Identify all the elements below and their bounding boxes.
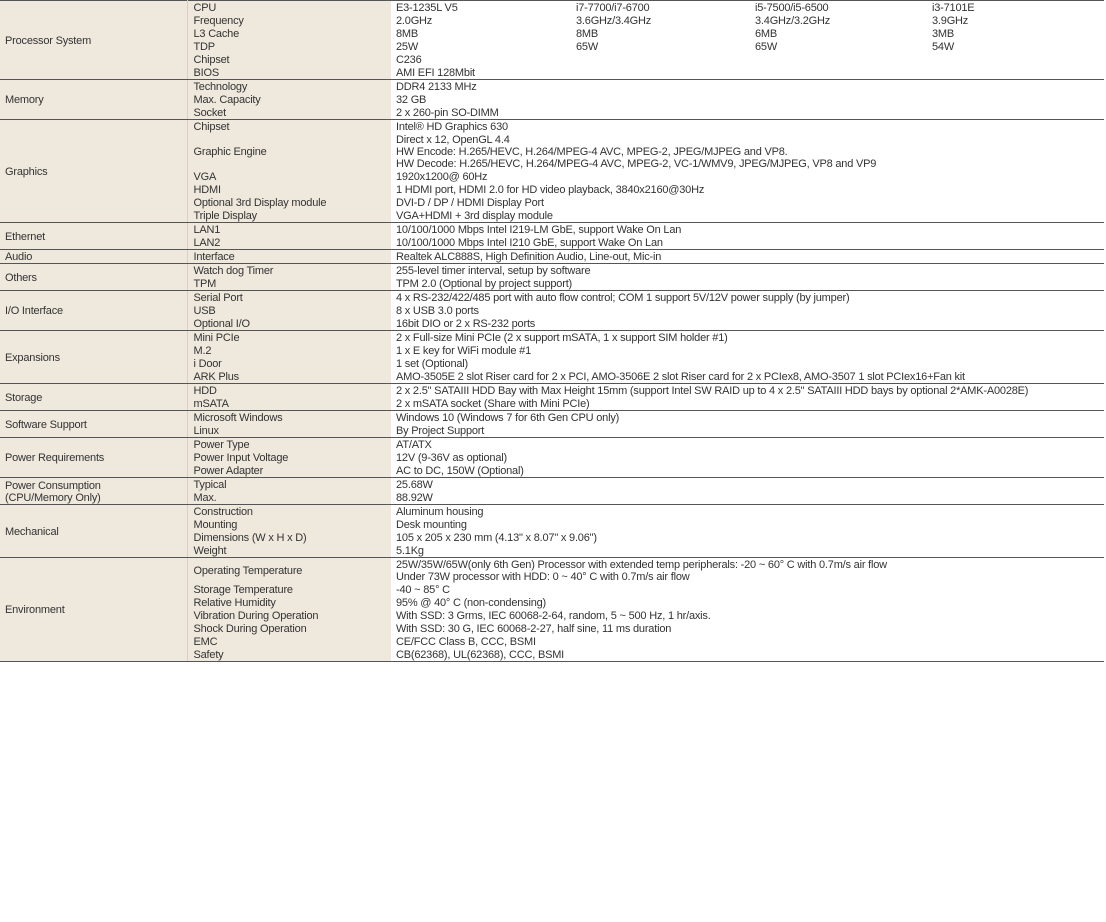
table-row — [0, 384, 1104, 398]
spec-value — [391, 648, 1104, 662]
table-row — [0, 120, 1104, 134]
table-row — [0, 438, 1104, 452]
item-label: i Door — [187, 357, 391, 370]
spec-value-line: 25.68W — [396, 479, 433, 491]
item-label: Serial Port — [187, 291, 391, 305]
category-cell — [0, 558, 187, 662]
cpu-option-value: 3.9GHz — [927, 14, 1104, 27]
spec-value-line: C236 — [396, 54, 422, 66]
spec-table-body — [0, 1, 1104, 662]
spec-value-line: Realtek ALC888S, High Definition Audio, Line-out, Mic-in — [396, 251, 662, 263]
category-label: Expansions — [5, 351, 60, 364]
spec-value-line: 2 x 260-pin SO-DIMM — [396, 107, 499, 119]
spec-value-line: HW Encode: H.265/HEVC, H.264/MPEG-4 AVC, MPEG-2, JPEG/MJPEG and VP8. — [396, 146, 788, 158]
spec-value — [391, 120, 1104, 134]
item-label: Mini PCIe — [187, 331, 391, 345]
table-row — [0, 331, 1104, 345]
spec-value-line: 32 GB — [396, 94, 427, 106]
spec-value — [391, 304, 1104, 317]
spec-value-line: Intel® HD Graphics 630 — [396, 121, 508, 133]
spec-value-line: 10/100/1000 Mbps Intel I210 GbE, support Wake On Lan — [396, 237, 663, 249]
cpu-option-value: 54W — [927, 40, 1104, 53]
category-cell — [0, 264, 187, 291]
item-label: Vibration During Operation — [187, 609, 391, 622]
item-label: Chipset — [187, 120, 391, 134]
item-label: Storage Temperature — [187, 583, 391, 596]
spec-value — [391, 66, 1104, 80]
spec-value-line: By Project Support — [396, 425, 485, 437]
category-cell — [0, 411, 187, 438]
spec-value-line: Aluminum housing — [396, 506, 484, 518]
item-label: VGA — [187, 170, 391, 183]
spec-value — [391, 170, 1104, 183]
spec-value-line: With SSD: 3 Grms, IEC 60068-2-64, random, 5 ~ 500 Hz, 1 hr/axis. — [396, 610, 711, 622]
spec-value-line: With SSD: 30 G, IEC 60068-2-27, half sine, 11 ms duration — [396, 623, 672, 635]
spec-value — [391, 622, 1104, 635]
spec-value-line: AT/ATX — [396, 439, 432, 451]
spec-value — [391, 277, 1104, 291]
item-label: Weight — [187, 544, 391, 558]
spec-value-line: TPM 2.0 (Optional by project support) — [396, 278, 573, 290]
item-label: Max. Capacity — [187, 93, 391, 106]
spec-value — [391, 424, 1104, 438]
table-row — [0, 411, 1104, 425]
item-label: L3 Cache — [187, 27, 391, 40]
spec-value — [391, 411, 1104, 425]
table-row — [0, 264, 1104, 278]
cpu-option-value: 6MB — [750, 27, 927, 40]
spec-value — [391, 635, 1104, 648]
item-label: Linux — [187, 424, 391, 438]
category-label: Processor System — [5, 34, 92, 47]
spec-value-line: 95% @ 40° C (non-condensing) — [396, 597, 546, 609]
item-label: CPU — [187, 1, 391, 15]
item-label: Technology — [187, 80, 391, 94]
item-label: Typical — [187, 478, 391, 492]
spec-value-line: 2 x 2.5" SATAIII HDD Bay with Max Height 15mm (support Intel SW RAID up to 4 x 2.5" SATAIII HDD bays by optional 2*AMK-A0028E) — [396, 385, 1029, 397]
spec-value — [391, 596, 1104, 609]
cpu-option-value: i3-7101E — [927, 1, 1104, 15]
spec-value-line: 88.92W — [396, 492, 433, 504]
spec-value-line: 2 x Full-size Mini PCIe (2 x support mSATA, 1 x support SIM holder #1) — [396, 332, 728, 344]
spec-value — [391, 451, 1104, 464]
spec-value-line: 105 x 205 x 230 mm (4.13" x 8.07" x 9.06") — [396, 532, 597, 544]
spec-value — [391, 53, 1104, 66]
category-cell — [0, 438, 187, 478]
category-label: Storage — [5, 391, 43, 404]
spec-value — [391, 317, 1104, 331]
spec-value — [391, 531, 1104, 544]
item-label: Operating Temperature — [187, 558, 391, 584]
spec-value-line: 12V (9-36V as optional) — [396, 452, 507, 464]
spec-value — [391, 133, 1104, 170]
spec-value-line: 4 x RS-232/422/485 port with auto flow control; COM 1 support 5V/12V power supply (by jumper) — [396, 292, 850, 304]
spec-value-line: Under 73W processor with HDD: 0 ~ 40° C with 0.7m/s air flow — [396, 571, 690, 583]
category-label: Power Consumption — [5, 479, 101, 492]
spec-value — [391, 583, 1104, 596]
spec-value-line: CE/FCC Class B, CCC, BSMI — [396, 636, 536, 648]
item-label: EMC — [187, 635, 391, 648]
spec-value — [391, 505, 1104, 519]
table-row — [0, 250, 1104, 264]
item-label: Graphic Engine — [187, 133, 391, 170]
spec-value-line: 25W/35W/65W(only 6th Gen) Processor with extended temp peripherals: -20 ~ 60° C with 0.7m/s air flow — [396, 559, 887, 571]
category-cell — [0, 250, 187, 264]
spec-value — [391, 291, 1104, 305]
cpu-option-value: i5-7500/i5-6500 — [750, 1, 927, 15]
item-label: Socket — [187, 106, 391, 120]
cpu-option-value: E3-1235L V5 — [391, 1, 571, 15]
spec-value-line: -40 ~ 85° C — [396, 584, 450, 596]
item-label: BIOS — [187, 66, 391, 80]
item-label: HDMI — [187, 183, 391, 196]
category-label: Audio — [5, 251, 33, 263]
spec-value-line: Direct x 12, OpenGL 4.4 — [396, 134, 510, 146]
spec-value — [391, 478, 1104, 492]
spec-value-line: 1 x E key for WiFi module #1 — [396, 345, 532, 357]
cpu-option-value: 8MB — [571, 27, 750, 40]
spec-value-line: 1 set (Optional) — [396, 358, 469, 370]
table-row — [0, 291, 1104, 305]
spec-value-line: HW Decode: H.265/HEVC, H.264/MPEG-4 AVC, MPEG-2, VC-1/WMV9, JPEG/MJPEG, VP8 and VP9 — [396, 158, 877, 170]
spec-value-line: Desk mounting — [396, 519, 467, 531]
spec-value-line: 1 HDMI port, HDMI 2.0 for HD video playback, 3840x2160@30Hz — [396, 184, 705, 196]
spec-value — [391, 370, 1104, 384]
item-label: TDP — [187, 40, 391, 53]
spec-value-line: 2 x mSATA socket (Share with Mini PCIe) — [396, 398, 590, 410]
spec-value-line: 16bit DIO or 2 x RS-232 ports — [396, 318, 536, 330]
spec-value — [391, 518, 1104, 531]
item-label: Chipset — [187, 53, 391, 66]
cpu-option-value: 2.0GHz — [391, 14, 571, 27]
cpu-option-value: 3.6GHz/3.4GHz — [571, 14, 750, 27]
table-row — [0, 223, 1104, 237]
item-label: Watch dog Timer — [187, 264, 391, 278]
spec-value — [391, 609, 1104, 622]
category-label: Environment — [5, 604, 65, 616]
item-label: USB — [187, 304, 391, 317]
spec-value — [391, 106, 1104, 120]
spec-value-line: AC to DC, 150W (Optional) — [396, 465, 524, 477]
item-label: Power Type — [187, 438, 391, 452]
item-label: Power Adapter — [187, 464, 391, 478]
cpu-option-value: i7-7700/i7-6700 — [571, 1, 750, 15]
spec-value-line: 5.1Kg — [396, 545, 424, 557]
spec-value — [391, 464, 1104, 478]
item-label: Interface — [187, 250, 391, 264]
spec-value — [391, 80, 1104, 94]
category-label: Software Support — [5, 418, 87, 431]
spec-value — [391, 264, 1104, 278]
category-cell — [0, 1, 187, 80]
item-label: Optional I/O — [187, 317, 391, 331]
category-label: I/O Interface — [5, 305, 63, 317]
spec-value — [391, 384, 1104, 398]
spec-value — [391, 250, 1104, 264]
item-label: LAN2 — [187, 236, 391, 250]
table-row — [0, 505, 1104, 519]
spec-value-line: DVI-D / DP / HDMI Display Port — [396, 197, 544, 209]
category-cell — [0, 120, 187, 223]
spec-value-line: AMO-3505E 2 slot Riser card for 2 x PCI, AMO-3506E 2 slot Riser card for 2 x PCIex8, AMO-3507 1 slot PCIex16+Fan kit — [396, 371, 965, 383]
category-label: Power Requirements — [5, 452, 105, 464]
spec-value — [391, 357, 1104, 370]
spec-value-line: 8 x USB 3.0 ports — [396, 305, 479, 317]
spec-value-line: VGA+HDMI + 3rd display module — [396, 210, 553, 222]
item-label: LAN1 — [187, 223, 391, 237]
item-label: Dimensions (W x H x D) — [187, 531, 391, 544]
cpu-option-value: 3MB — [927, 27, 1104, 40]
item-label: Frequency — [187, 14, 391, 27]
category-cell — [0, 80, 187, 120]
spec-value-line: CB(62368), UL(62368), CCC, BSMI — [396, 649, 565, 661]
item-label: Relative Humidity — [187, 596, 391, 609]
spec-value — [391, 93, 1104, 106]
category-label: (CPU/Memory Only) — [5, 491, 101, 504]
cpu-option-value: 25W — [391, 40, 571, 53]
table-row — [0, 558, 1104, 584]
spec-value-line: AMI EFI 128Mbit — [396, 67, 475, 79]
spec-value-line: DDR4 2133 MHz — [396, 81, 477, 93]
item-label: Mounting — [187, 518, 391, 531]
spec-value — [391, 558, 1104, 584]
category-cell — [0, 223, 187, 250]
cpu-option-value: 8MB — [391, 27, 571, 40]
cpu-option-value: 65W — [571, 40, 750, 53]
spec-value — [391, 344, 1104, 357]
item-label: M.2 — [187, 344, 391, 357]
category-cell — [0, 478, 187, 505]
spec-value — [391, 438, 1104, 452]
spec-value — [391, 544, 1104, 558]
category-cell — [0, 291, 187, 331]
spec-value — [391, 236, 1104, 250]
spec-value — [391, 331, 1104, 345]
category-cell — [0, 505, 187, 558]
spec-value-line: Windows 10 (Windows 7 for 6th Gen CPU only) — [396, 412, 620, 424]
spec-value-line: 10/100/1000 Mbps Intel I219-LM GbE, support Wake On Lan — [396, 224, 682, 236]
item-label: Construction — [187, 505, 391, 519]
spec-value — [391, 491, 1104, 505]
spec-value — [391, 397, 1104, 411]
spec-value — [391, 183, 1104, 196]
item-label: Triple Display — [187, 209, 391, 223]
item-label: Optional 3rd Display module — [187, 196, 391, 209]
item-label: Max. — [187, 491, 391, 505]
category-label: Mechanical — [5, 525, 59, 538]
item-label: Safety — [187, 648, 391, 662]
spec-value — [391, 196, 1104, 209]
item-label: Shock During Operation — [187, 622, 391, 635]
category-label: Ethernet — [5, 230, 45, 243]
category-label: Others — [5, 271, 37, 284]
table-row — [0, 1, 1104, 15]
table-row — [0, 80, 1104, 94]
cpu-option-value: 65W — [750, 40, 927, 53]
spec-value — [391, 209, 1104, 223]
item-label: Power Input Voltage — [187, 451, 391, 464]
item-label: ARK Plus — [187, 370, 391, 384]
spec-value-line: 255-level timer interval, setup by software — [396, 265, 591, 277]
item-label: Microsoft Windows — [187, 411, 391, 425]
spec-value — [391, 223, 1104, 237]
spec-value-line: 1920x1200@ 60Hz — [396, 171, 488, 183]
category-cell — [0, 331, 187, 384]
item-label: HDD — [187, 384, 391, 398]
cpu-option-value: 3.4GHz/3.2GHz — [750, 14, 927, 27]
table-row — [0, 478, 1104, 492]
item-label: mSATA — [187, 397, 391, 411]
item-label: TPM — [187, 277, 391, 291]
category-label: Memory — [5, 94, 44, 106]
category-cell — [0, 384, 187, 411]
category-label: Graphics — [5, 165, 48, 178]
